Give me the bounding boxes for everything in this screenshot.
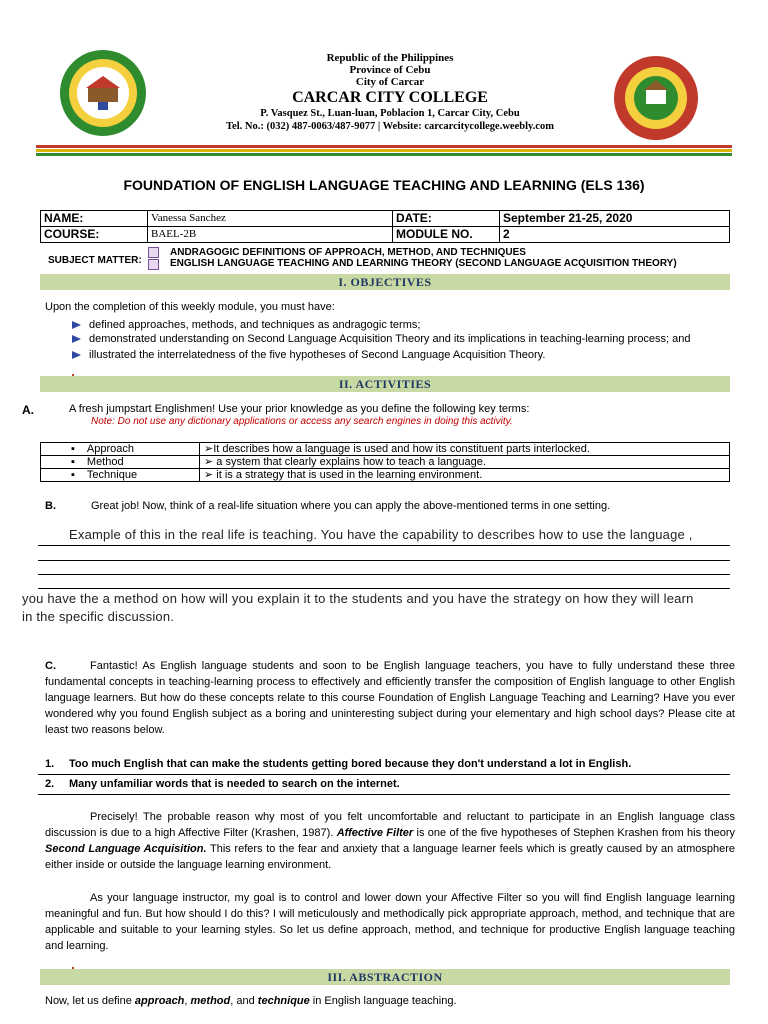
table-row [41,456,730,469]
answer-line-1[interactable]: Example of this in the real life is teaching. You have the capability to describes how to use the language , [69,527,693,542]
date-label: DATE: [393,211,500,227]
college-name: CARCAR CITY COLLEGE [292,89,488,106]
module-value: 2 [500,227,730,243]
activities-heading: II. ACTIVITIES [40,376,730,392]
answer-underline [38,574,730,575]
student-info-table [40,210,730,243]
objectives-intro: Upon the completion of this weekly module, you must have: [45,301,335,313]
instructor-goal-paragraph: As your language instructor, my goal is to control and lower down your Affective Filter so you will find English language learning meaningful and fun. But how should I do this? I will meticulously and methodically pick appropriate approach, method, and technique that are applicable and suitable to your learning styles. So let us define approach, method, and technique for productive English language teaching and learning. [45,892,735,952]
header-line-republic: Republic of the Philippines [326,52,454,64]
key-terms-table [40,442,730,482]
subject-matter-label: SUBJECT MATTER: [48,255,142,266]
header-divider-gold [36,149,732,152]
name-label: NAME: [41,211,148,227]
answer-underline [38,545,730,546]
header-line-province: Province of Cebu [349,64,431,76]
arrow-bullet-icon [72,351,81,359]
reason-underline [38,774,730,775]
answer-underline [38,560,730,561]
definition-cell[interactable]: ➢It describes how a language is used and how its constituent parts interlocked. [200,443,730,456]
definition-cell[interactable]: ➢ a system that clearly explains how to teach a language. [200,456,730,469]
arrow-bullet-icon [72,335,81,343]
term-cell: ▪ Method [41,456,200,469]
date-value: September 21-25, 2020 [500,211,730,227]
abstraction-text: Now, let us define approach, method, and technique in English language teaching. [45,995,457,1007]
answer-line-2[interactable]: you have the a method on how will you explain it to the students and you have the strategy on how they will learn [22,591,694,606]
objective-item: demonstrated understanding on Second Language Acquisition Theory and its implications in teaching-learning process; and [72,332,691,346]
name-value[interactable]: Vanessa Sanchez [148,211,393,227]
subject-bullet-icon [148,247,159,258]
course-value[interactable]: BAEL-2B [148,227,393,243]
arrow-bullet-icon [72,321,81,329]
reason-1[interactable]: 1. Too much English that can make the students getting bored because they don't understand a lot in English. [45,758,632,770]
activity-a-label: A. [22,403,34,417]
college-contact: Tel. No.: (032) 487-0063/487-9077 | Website: carcarcitycollege.weebly.com [226,121,554,132]
objectives-heading: I. OBJECTIVES [40,274,730,290]
subject-item-2: ENGLISH LANGUAGE TEACHING AND LEARNING THEORY (SECOND LANGUAGE ACQUISITION THEORY) [170,258,677,269]
table-row [41,443,730,456]
subject-item-1: ANDRAGOGIC DEFINITIONS OF APPROACH, METHOD, AND TECHNIQUES [170,247,526,258]
college-address: P. Vasquez St., Luan-luan, Poblacion 1, Carcar City, Cebu [260,108,520,119]
table-row [41,469,730,482]
reason-underline [38,794,730,795]
activity-b-text: Great job! Now, think of a real-life situation where you can apply the above-mentioned terms in one setting. [91,500,611,512]
activity-c-text: Fantastic! As English language students and soon to be English language teachers, you have to fully understand these three fundamental concepts in teaching-learning process to effectively and efficiently transfer the composition of English language to other English language learners. But how do these concepts relate to this course Foundation of English Language Teaching and Learning? Have you ever wondered why you found English subject as a boring and uninteresting subject during your elementary and high school days? Please cite at least two reasons below. [45,660,735,736]
affective-filter-paragraph: Precisely! The probable reason why most of you felt uncomfortable and reluctant to participate in an English language class discussion is due to a high Affective Filter (Krashen, 1987). Affective Filter is one of the five hypotheses of Stephen Krashen from his theory Second Language Acquisition. This refers to the fear and anxiety that a language learner feels which is greatly caused by an atmosphere either inside or outside the language learning environment. [45,811,735,871]
activity-a-note: Note: Do not use any dictionary applications or access any search engines in doing this activity. [91,416,513,427]
college-seal-left [58,48,148,138]
reason-2[interactable]: 2. Many unfamiliar words that is needed to search on the internet. [45,778,400,790]
subject-bullet-icon [148,259,159,270]
activity-b-label: B. [45,500,56,512]
term-cell: ▪ Technique [41,469,200,482]
answer-line-3[interactable]: in the specific discussion. [22,609,175,624]
header-divider-red [36,145,732,148]
course-label: COURSE: [41,227,148,243]
header-divider-green [36,153,732,156]
document-title: FOUNDATION OF ENGLISH LANGUAGE TEACHING AND LEARNING (ELS 136) [123,177,645,193]
objective-item: defined approaches, methods, and techniques as andragogic terms; [72,318,420,332]
abstraction-heading: III. ABSTRACTION [40,969,730,985]
activity-a-text: A fresh jumpstart Englishmen! Use your prior knowledge as you define the following key terms: [69,403,530,415]
objective-item: illustrated the interrelatedness of the five hypotheses of Second Language Acquisition Theory. [72,348,545,362]
term-cell: ▪ Approach [41,443,200,456]
definition-cell[interactable]: ➢ it is a strategy that is used in the learning environment. [200,469,730,482]
header-line-city: City of Carcar [355,76,425,88]
activity-c-label: C. [45,660,56,672]
module-label: MODULE NO. [393,227,500,243]
answer-underline [38,588,730,589]
